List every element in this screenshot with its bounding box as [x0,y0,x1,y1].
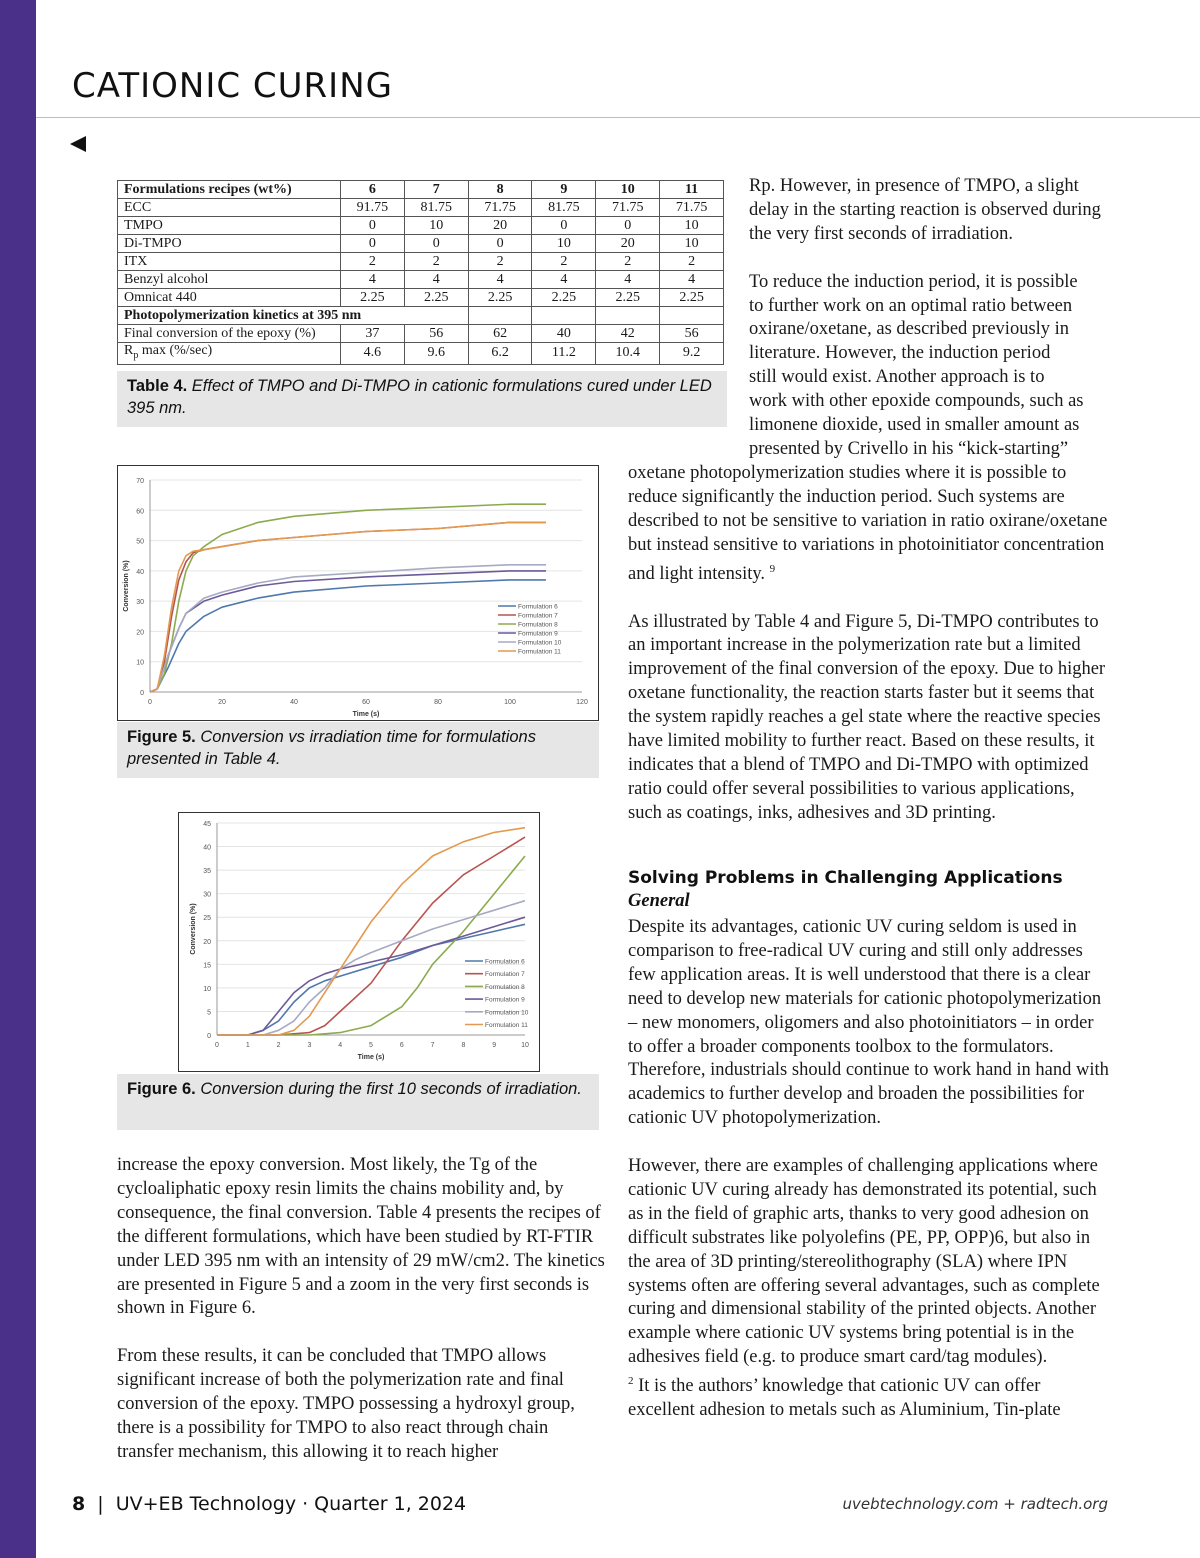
table-cell: 10 [660,235,724,253]
right-column-wide-text [628,462,1110,826]
p2-line: still would exist. Another approach is to [749,367,1045,388]
table-cell: 2.25 [660,289,724,307]
section-heading: Solving Problems in Challenging Applications [628,868,1063,888]
rp-label-part: max (%/sec) [138,343,213,358]
p2-line: literature. However, the induction period [749,343,1051,364]
table-header-formulation: 10 [596,181,660,199]
back-arrow-icon[interactable] [70,136,86,152]
left-paragraph-1: increase the epoxy conversion. Most likely, the Tg of the cycloaliphatic epoxy resin limits the chains mobility and, by consequence, the final conversion. Table 4 presents the recipes of the different formulations, which have been studied by RT-FTIR under LED 395 nm with an intensity of 29 mW/cm2. The kinetics are presented in Figure 5 and a zoom in the very first seconds is shown in Figure 6. [117,1155,605,1319]
figure-5-caption [117,722,599,778]
table-cell: 4 [532,271,596,289]
legend-label: Formulation 10 [485,1009,529,1017]
table-cell: 40 [532,325,596,343]
legend-label: Formulation 9 [485,996,525,1004]
x-tick-label: 4 [338,1042,343,1049]
x-tick-label: 7 [430,1042,435,1049]
right-paragraph-5 [628,1155,1110,1423]
table-cell: 4 [341,271,405,289]
table-header-formulation: 9 [532,181,596,199]
table-cell: 71.75 [468,199,532,217]
table-cell: 10 [404,217,468,235]
p2-wide-text: oxetane photopolymerization studies where it is possible to reduce significantly the induction period. Such systems are described to not be sensitive to variation in ratio oxirane/oxetane but instead sensitive to variations in photoinitiator concentration and light intensity. [628,463,1108,584]
x-tick-label: 0 [148,699,152,706]
legend-label: Formulation 6 [518,603,558,611]
table-cell: 71.75 [660,199,724,217]
figure-6-caption-label: Figure 6. [127,1080,196,1098]
y-tick-label: 20 [203,938,211,946]
table-cell: 56 [660,325,724,343]
p2-line: to further work on an optimal ratio between [749,295,1073,316]
figure-6-plot [179,813,538,1070]
figure-6-chart [178,812,540,1072]
y-tick-label: 0 [140,690,144,697]
formulations-table [117,180,724,365]
x-tick-label: 8 [461,1042,466,1049]
y-tick-label: 10 [136,659,144,667]
right-column-bottom-text [628,916,1110,1423]
table-cell: 0 [341,235,405,253]
y-tick-label: 40 [203,844,211,852]
table-cell [596,307,660,325]
footer-publication [72,1493,466,1515]
x-tick-label: 1 [245,1042,250,1049]
table-cell: 62 [468,325,532,343]
legend-label: Formulation 11 [518,648,561,656]
table-4-caption-label: Table 4. [127,377,188,395]
table-row [118,217,724,235]
table-cell: 4 [468,271,532,289]
x-axis-label: Time (s) [357,1054,385,1061]
left-paragraph-2: From these results, it can be concluded that TMPO allows significant increase of both the polymerization rate and final conversion of the epoxy. TMPO possessing a hydroxyl group, there is a possibility for TMPO to also react through chain transfer mechanism, this allowing it to reach higher [117,1346,575,1462]
table-cell: 91.75 [341,199,405,217]
reference-2: 2 [628,1375,634,1388]
y-tick-label: 30 [136,599,144,607]
table-cell: 2 [404,253,468,271]
y-tick-label: 40 [136,568,144,576]
table-section-label: Photopolymerization kinetics at 395 nm [118,307,469,325]
reference-9: 9 [769,562,776,575]
table-cell: ECC [118,199,341,217]
table-cell: 0 [341,217,405,235]
series-line-formulation-7 [217,837,525,1035]
footer-websites[interactable]: uvebtechnology.com + radtech.org [842,1495,1108,1513]
page-number: 8 [72,1493,86,1515]
y-tick-label: 15 [203,962,211,970]
x-axis-label: Time (s) [352,711,380,718]
y-tick-label: 30 [203,891,211,899]
p2-line: presented by Crivello in his “kick-starting” [749,438,1069,459]
legend-label: Formulation 8 [518,621,558,629]
p2-line: To reduce the induction period, it is possible [749,271,1078,292]
right-paragraph-4: Despite its advantages, cationic UV curing seldom is used in comparison to free-radical UV curing and still only addresses few application areas. It is well understood that there is a clear need to develop new materials for cationic photopolymerization – new monomers, oligomers and also photoinitiators – in order to offer a broader components toolbox to the formulators. Therefore, industrials should continue to work hand in hand with academics to further develop and broaden the possibilities for cationic UV photopolymerization. [628,917,1109,1129]
p2-line: oxirane/oxetane, as described previously in [749,319,1070,340]
page-section-title: CATIONIC CURING [72,66,393,106]
table-cell: TMPO [118,217,341,235]
y-tick-label: 0 [207,1033,211,1040]
table-cell: ITX [118,253,341,271]
rp-label-part: p [133,349,139,361]
footer-separator: | [97,1493,104,1515]
accent-sidebar-bar [0,0,36,1558]
subheading-general: General [628,891,690,911]
table-cell: 9.6 [404,343,468,365]
table-row [118,343,724,365]
table-cell [660,307,724,325]
x-tick-label: 2 [276,1042,281,1049]
p5-text-a: However, there are examples of challenging applications where cationic UV curing already has demonstrated its potential, such as in the field of graphic arts, thanks to very good adhesion on difficult substrates like polyolefins (PE, PP, OPP)6, but also in the area of 3D printing/stereolithography (SLA) where IPN systems often are offering several advantages, such as complete curing and dimensional stability of the printed objects. Another example where cationic UV systems bring potential is in the adhesives field (e.g. to produce smart card/tag modules). [628,1156,1100,1368]
table-cell: Di-TMPO [118,235,341,253]
y-axis-label: Conversion (%) [190,903,197,955]
x-tick-label: 100 [504,699,516,706]
x-tick-label: 0 [215,1042,219,1049]
legend-label: Formulation 7 [485,971,525,979]
table-cell: 2.25 [532,289,596,307]
figure-5-chart [117,465,599,721]
table-cell: 4 [596,271,660,289]
table-row [118,271,724,289]
series-line-formulation-10 [150,565,546,692]
table-row [118,253,724,271]
table-cell: 0 [596,217,660,235]
table-cell: 4 [404,271,468,289]
figure-6-caption-text: Conversion during the first 10 seconds of irradiation. [195,1080,582,1098]
table-cell: 37 [341,325,405,343]
y-tick-label: 25 [203,915,211,923]
series-line-formulation-8 [217,856,525,1035]
x-tick-label: 5 [369,1042,373,1049]
table-cell: 71.75 [596,199,660,217]
table-cell: 2.25 [341,289,405,307]
publication-name: UV+EB Technology · Quarter 1, 2024 [115,1493,467,1515]
table-row [118,289,724,307]
table-cell [532,307,596,325]
x-tick-label: 60 [362,699,370,706]
legend-label: Formulation 6 [485,958,525,966]
table-cell [118,343,341,365]
x-tick-label: 9 [492,1042,497,1049]
y-tick-label: 60 [136,508,144,516]
table-cell: 10.4 [596,343,660,365]
table-cell: 10 [532,235,596,253]
table-4-caption-text: Effect of TMPO and Di-TMPO in cationic formulations cured under LED 395 nm. [127,377,712,417]
table-cell: 2 [468,253,532,271]
table-cell: 42 [596,325,660,343]
x-tick-label: 6 [399,1042,404,1049]
table-cell [468,307,532,325]
figure-5-caption-text: Conversion vs irradiation time for formulations presented in Table 4. [127,728,536,768]
p2-line: work with other epoxide compounds, such as [749,391,1084,412]
right-paragraph-3: As illustrated by Table 4 and Figure 5, Di-TMPO contributes to an important increase in the polymerization rate but a limited improvement of the final conversion of the epoxy. Due to higher oxetane functionality, the reaction starts faster but it seems that the system rapidly reaches a gel state where the reactive species have limited mobility to further react. Based on these results, it indicates that a blend of TMPO and Di-TMPO with optimized ratio could offer several possibilities to various applications, such as coatings, inks, adhesives and 3D printing. [628,611,1106,823]
table-cell: 2.25 [596,289,660,307]
table-cell: 6.2 [468,343,532,365]
table-cell: 4.6 [341,343,405,365]
x-tick-label: 120 [576,699,588,706]
legend-label: Formulation 7 [518,612,558,620]
table-cell: 0 [468,235,532,253]
table-cell: Omnicat 440 [118,289,341,307]
table-header-formulation: 6 [341,181,405,199]
table-header-formulation: 8 [468,181,532,199]
legend-label: Formulation 10 [518,639,562,647]
y-axis-label: Conversion (%) [123,560,130,612]
y-tick-label: 20 [136,629,144,637]
table-cell: 2 [532,253,596,271]
right-paragraph-2-continued [628,462,1110,587]
y-tick-label: 45 [203,821,211,828]
series-line-formulation-7 [150,522,546,692]
table-cell: 9.2 [660,343,724,365]
legend-label: Formulation 9 [518,630,558,638]
table-cell: 4 [660,271,724,289]
table-cell: 11.2 [532,343,596,365]
left-column-text [117,1154,605,1465]
table-header-row [118,181,724,199]
table-cell: 56 [404,325,468,343]
table-cell: 2.25 [404,289,468,307]
table-row [118,199,724,217]
table-cell: 20 [468,217,532,235]
figure-5-plot [118,466,597,719]
x-tick-label: 3 [307,1042,312,1049]
table-cell: 2 [660,253,724,271]
right-paragraph-2-narrow [749,271,1119,462]
table-cell: Benzyl alcohol [118,271,341,289]
table-row [118,235,724,253]
figure-6-caption [117,1074,599,1130]
table-header-label: Formulations recipes (wt%) [118,181,341,199]
x-tick-label: 40 [290,699,298,706]
rp-label-part: R [124,343,134,358]
table-cell: 81.75 [532,199,596,217]
p2-line: limonene dioxide, used in smaller amount as [749,415,1080,436]
x-tick-label: 20 [218,699,226,706]
legend-label: Formulation 8 [485,983,525,991]
table-section-row [118,307,724,325]
y-tick-label: 35 [203,868,211,876]
p5-text-b: It is the authors’ knowledge that cationic UV can offer excellent adhesion to metals such as Aluminium, Tin-plate [628,1376,1061,1421]
header-divider [36,117,1200,118]
table-cell: 10 [660,217,724,235]
table-cell: Final conversion of the epoxy (%) [118,325,341,343]
table-cell: 20 [596,235,660,253]
table-cell: 0 [532,217,596,235]
table-cell: 2.25 [468,289,532,307]
x-tick-label: 10 [521,1042,529,1049]
table-row [118,325,724,343]
legend-label: Formulation 11 [485,1022,528,1029]
x-tick-label: 80 [434,699,442,706]
table-cell: 0 [404,235,468,253]
table-4-caption [117,371,727,427]
table-cell: 2 [341,253,405,271]
right-column-narrow-text [749,175,1119,462]
y-tick-label: 5 [207,1009,211,1017]
y-tick-label: 50 [136,538,144,546]
table-cell: 2 [596,253,660,271]
series-line-formulation-11 [150,522,546,692]
table-header-formulation: 11 [660,181,724,199]
right-paragraph-1: Rp. However, in presence of TMPO, a slight delay in the starting reaction is observed during the very first seconds of irradiation. [749,176,1101,244]
y-tick-label: 10 [203,985,211,993]
table-cell: 81.75 [404,199,468,217]
table-header-formulation: 7 [404,181,468,199]
figure-5-caption-label: Figure 5. [127,728,196,746]
y-tick-label: 70 [136,478,144,485]
